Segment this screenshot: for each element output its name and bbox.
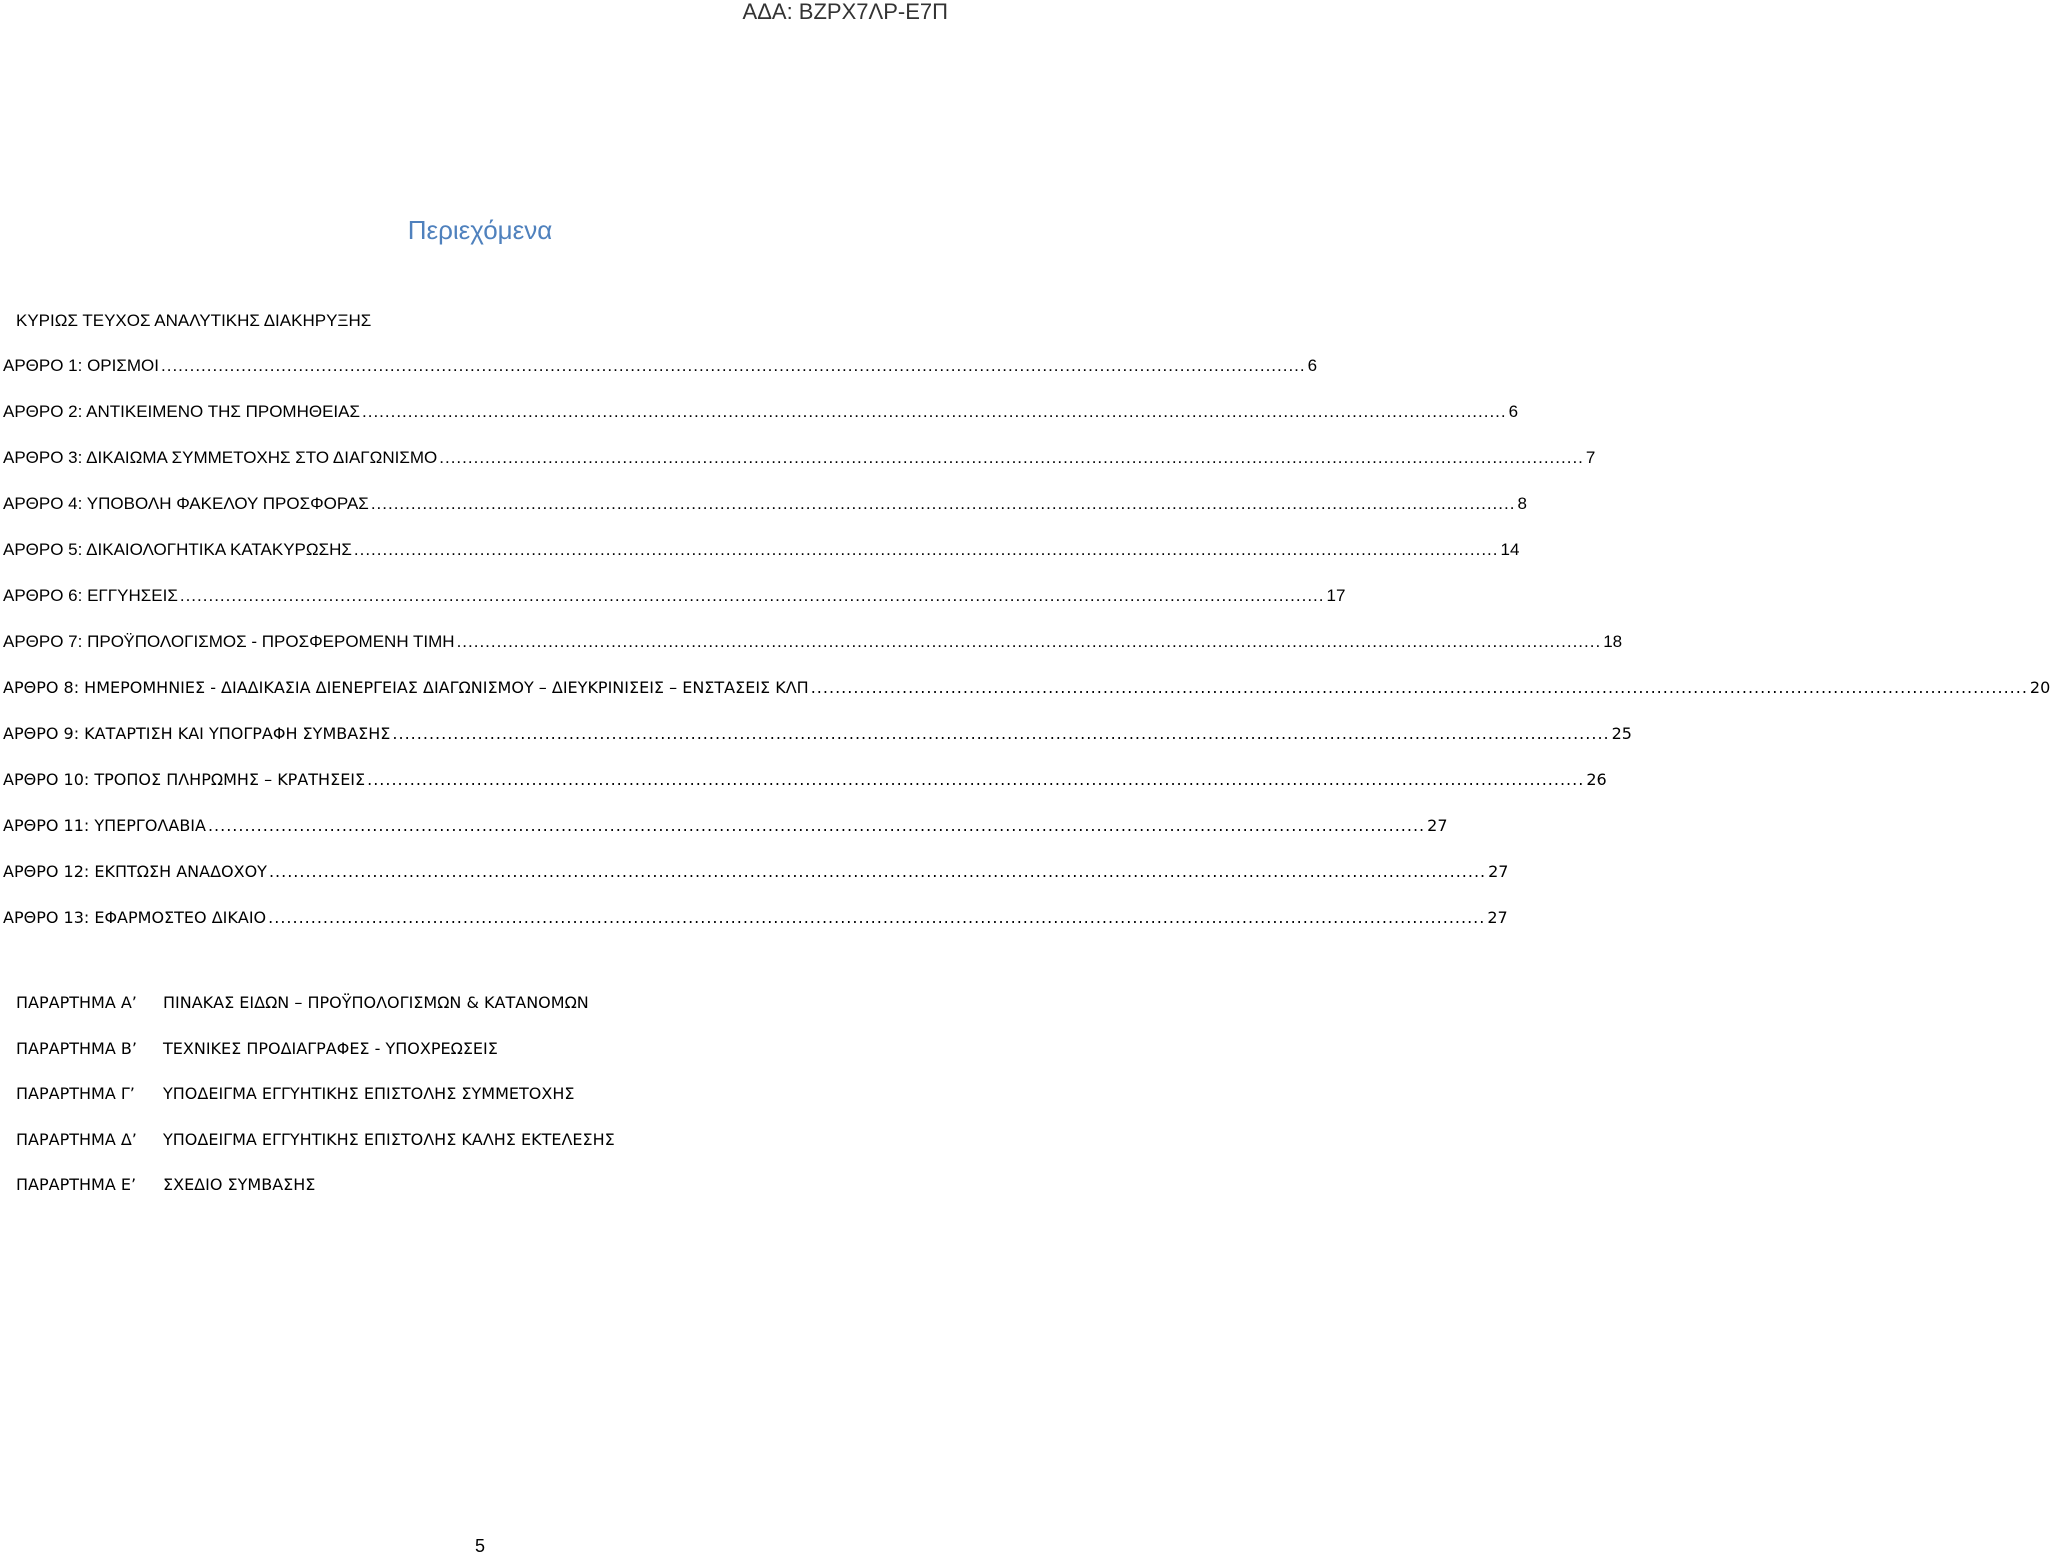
- toc-entry-10[interactable]: [3, 769, 1607, 815]
- toc-entry-page: 27: [1427, 816, 1448, 835]
- toc-entry-page: 18: [1603, 632, 1623, 651]
- toc-entry-label: ΑΡΘΡΟ 11: ΥΠΕΡΓΟΛΑΒΙΑ: [3, 816, 206, 835]
- appendix-b: [16, 1038, 615, 1084]
- toc-leader: ........................................................................................................................................................................................................: [161, 356, 1306, 375]
- appendix-code: ΠΑΡΑΡΤΗΜΑ Ε’: [16, 1175, 137, 1194]
- toc-entry-label: ΑΡΘΡΟ 6: ΕΓΓΥΗΣΕΙΣ: [3, 586, 178, 605]
- toc-leader: ........................................................................................................................................................................................................: [179, 586, 1325, 605]
- toc-entry-label: ΑΡΘΡΟ 13: ΕΦΑΡΜΟΣΤΕΟ ΔΙΚΑΙΟ: [3, 908, 267, 927]
- toc-entry-13[interactable]: [3, 907, 1508, 953]
- ada-code: ΑΔΑ: ΒΖΡΧ7ΛΡ-Ε7Π: [742, 0, 948, 24]
- appendix-c: [16, 1083, 615, 1129]
- toc-entry-page: 17: [1326, 586, 1346, 605]
- toc-entry-label: ΑΡΘΡΟ 7: ΠΡΟΫΠΟΛΟΓΙΣΜΟΣ - ΠΡΟΣΦΕΡΟΜΕΝΗ ΤΙΜΗ: [3, 632, 455, 651]
- toc-entry-page: 7: [1585, 448, 1596, 467]
- toc-leader: ........................................................................................................................................................................................................: [456, 632, 1602, 651]
- appendix-title: ΤΕΧΝΙΚΕΣ ΠΡΟΔΙΑΓΡΑΦΕΣ - ΥΠΟΧΡΕΩΣΕΙΣ: [163, 1038, 498, 1058]
- toc-entry-11[interactable]: [3, 815, 1448, 861]
- toc-entry-label: ΑΡΘΡΟ 3: ΔΙΚΑΙΩΜΑ ΣΥΜΜΕΤΟΧΗΣ ΣΤΟ ΔΙΑΓΩΝΙΣΜΟ: [3, 448, 438, 467]
- toc-entry-label: ΑΡΘΡΟ 10: ΤΡΟΠΟΣ ΠΛΗΡΩΜΗΣ – ΚΡΑΤΗΣΕΙΣ: [3, 770, 366, 789]
- toc-entry-page: 6: [1508, 402, 1519, 421]
- page-number: 5: [474, 1536, 485, 1556]
- toc-entry-8[interactable]: [3, 677, 2050, 723]
- toc-entry-12[interactable]: [3, 861, 1509, 907]
- toc-entry-label: ΑΡΘΡΟ 1: ΟΡΙΣΜΟΙ: [3, 356, 159, 375]
- appendix-title: ΣΧΕΔΙΟ ΣΥΜΒΑΣΗΣ: [163, 1175, 316, 1194]
- toc-leader: ........................................................................................................................................................................................................: [207, 816, 1426, 835]
- appendix-code: ΠΑΡΑΡΤΗΜΑ Γ’: [16, 1084, 135, 1103]
- toc-entry-page: 20: [2029, 678, 2050, 697]
- toc-entry-page: 27: [1488, 862, 1509, 881]
- toc-entry-6[interactable]: [3, 585, 1346, 631]
- toc-list: [3, 355, 2050, 953]
- toc-leader: ........................................................................................................................................................................................................: [392, 724, 1610, 743]
- toc-entry-label: ΑΡΘΡΟ 9: ΚΑΤΑΡΤΙΣΗ ΚΑΙ ΥΠΟΓΡΑΦΗ ΣΥΜΒΑΣΗΣ: [3, 724, 391, 743]
- appendix-code: ΠΑΡΑΡΤΗΜΑ Β’: [16, 1038, 137, 1058]
- appendix-title: ΥΠΟΔΕΙΓΜΑ ΕΓΓΥΗΤΙΚΗΣ ΕΠΙΣΤΟΛΗΣ ΣΥΜΜΕΤΟΧΗΣ: [163, 1084, 575, 1103]
- toc-entry-4[interactable]: [3, 493, 1527, 539]
- toc-entry-page: 6: [1307, 356, 1318, 375]
- toc-leader: ........................................................................................................................................................................................................: [268, 908, 1486, 927]
- toc-entry-page: 8: [1517, 494, 1527, 513]
- toc-entry-label: ΑΡΘΡΟ 12: ΕΚΠΤΩΣΗ ΑΝΑΔΟΧΟΥ: [3, 862, 267, 881]
- toc-entry-9[interactable]: [3, 723, 1632, 769]
- toc-leader: ........................................................................................................................................................................................................: [353, 540, 1499, 559]
- toc-entry-1[interactable]: [3, 355, 1318, 401]
- toc-entry-2[interactable]: [3, 401, 1519, 447]
- toc-leader: ........................................................................................................................................................................................................: [370, 494, 1516, 513]
- toc-entry-5[interactable]: [3, 539, 1520, 585]
- toc-entry-3[interactable]: [3, 447, 1596, 493]
- appendix-e: [16, 1174, 615, 1220]
- toc-heading: ΚΥΡΙΩΣ ΤΕΥΧΟΣ ΑΝΑΛΥΤΙΚΗΣ ΔΙΑΚΗΡΥΞΗΣ: [16, 311, 372, 330]
- toc-entry-label: ΑΡΘΡΟ 5: ΔΙΚΑΙΟΛΟΓΗΤΙΚΑ ΚΑΤΑΚΥΡΩΣΗΣ: [3, 540, 352, 559]
- toc-entry-label: ΑΡΘΡΟ 2: ΑΝΤΙΚΕΙΜΕΝΟ ΤΗΣ ΠΡΟΜΗΘΕΙΑΣ: [3, 402, 360, 421]
- toc-entry-page: 14: [1500, 540, 1520, 559]
- appendix-list: [16, 992, 615, 1220]
- toc-leader: ........................................................................................................................................................................................................: [439, 448, 1584, 467]
- toc-leader: ........................................................................................................................................................................................................: [367, 770, 1585, 789]
- toc-leader: ........................................................................................................................................................................................................: [362, 402, 1507, 421]
- toc-title: Περιεχόμενα: [407, 215, 553, 245]
- toc-entry-page: 27: [1487, 908, 1508, 927]
- toc-entry-page: 26: [1586, 770, 1607, 789]
- toc-entry-page: 25: [1611, 724, 1632, 743]
- toc-leader: ........................................................................................................................................................................................................: [810, 678, 2028, 697]
- toc-leader: ........................................................................................................................................................................................................: [268, 862, 1487, 881]
- toc-entry-label: ΑΡΘΡΟ 8: ΗΜΕΡΟΜΗΝΙΕΣ - ΔΙΑΔΙΚΑΣΙΑ ΔΙΕΝΕΡΓΕΙΑΣ ΔΙΑΓΩΝΙΣΜΟΥ – ΔΙΕΥΚΡΙΝΙΣΕΙΣ – ΕΝΣΤΑΣΕΙΣ ΚΛΠ: [3, 678, 809, 697]
- toc-entry-7[interactable]: [3, 631, 1623, 677]
- appendix-d: [16, 1129, 615, 1175]
- appendix-title: ΥΠΟΔΕΙΓΜΑ ΕΓΓΥΗΤΙΚΗΣ ΕΠΙΣΤΟΛΗΣ ΚΑΛΗΣ ΕΚΤΕΛΕΣΗΣ: [163, 1129, 615, 1149]
- appendix-code: ΠΑΡΑΡΤΗΜΑ Δ’: [16, 1129, 137, 1149]
- appendix-a: [16, 992, 615, 1038]
- toc-entry-label: ΑΡΘΡΟ 4: ΥΠΟΒΟΛΗ ΦΑΚΕΛΟΥ ΠΡΟΣΦΟΡΑΣ: [3, 494, 369, 513]
- appendix-code: ΠΑΡΑΡΤΗΜΑ Α’: [16, 993, 137, 1012]
- appendix-title: ΠΙΝΑΚΑΣ ΕΙΔΩΝ – ΠΡΟΫΠΟΛΟΓΙΣΜΩΝ & ΚΑΤΑΝΟΜΩΝ: [163, 993, 589, 1012]
